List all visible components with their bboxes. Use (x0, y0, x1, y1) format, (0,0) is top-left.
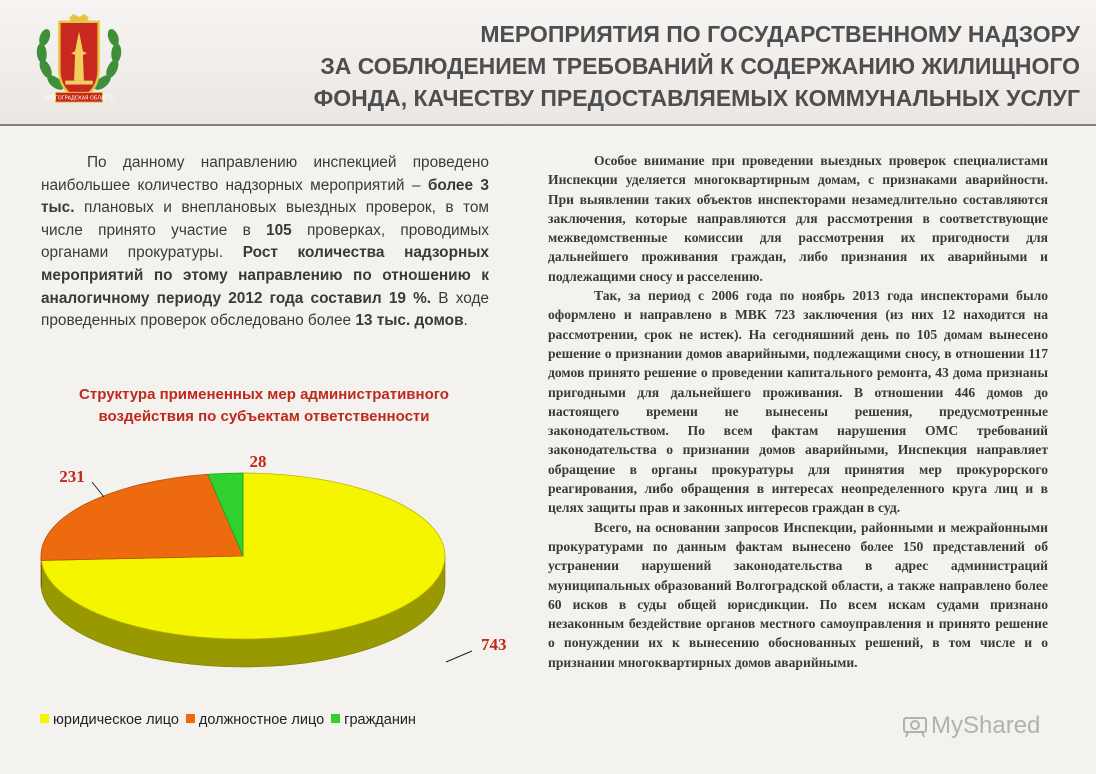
data-label-2: 28 (249, 452, 267, 471)
page-title (140, 18, 1080, 114)
chart-legend (40, 712, 520, 732)
legend-label-0: юридическое лицо (53, 712, 179, 728)
legend-item-0 (40, 712, 179, 728)
legend-label-1: должностное лицо (198, 712, 325, 728)
data-label-0: 743 (481, 635, 507, 654)
legend-item-1 (186, 712, 324, 728)
paragraph-1: Особое внимание при проведении выездных проверок специалистами Инспекции уделяется многоквартирным домам, с признаками аварийности. При выявлении таких объектов инспекторами незамедлительно составляются заключения, которые направляются для рассмотрения в соответствующие межведомственные комиссии для рассмотрения их пригодности для дальнейшего проживания граждан, либо признания их аварийными и подлежащими сносу и расселению. (548, 153, 1048, 284)
leader-line-0 (446, 651, 472, 662)
volgograd-emblem-icon (30, 12, 128, 110)
title-line-1: МЕРОПРИЯТИЯ ПО ГОСУДАРСТВЕННОМУ НАДЗОРУ (480, 21, 1080, 47)
leader-line-1 (92, 482, 104, 497)
title-line-2: ЗА СОБЛЮДЕНИЕМ ТРЕБОВАНИЙ К СОДЕРЖАНИЮ ЖИЛИЩНОГО (320, 53, 1080, 79)
projector-icon (902, 712, 928, 738)
paragraph-3: Всего, на основании запросов Инспекции, районными и межрайонными прокуратурами по данным фактам вынесено более 150 представлений об устранении нарушений законодательства в адрес администраций муниципальных образований Волгоградской области, а также направлено более 60 исков в суды общей юрисдикции. По всем искам судами признано незаконным бездействие органов местного самоуправления и принято решение о понуждении их к вынесению обоснованных решений, в том числе и о признании многоквартирных домов аварийными. (548, 519, 1048, 670)
legend-swatch-0 (40, 714, 49, 723)
pie-chart (0, 440, 540, 708)
legend-swatch-2 (331, 714, 340, 723)
pie-slice-1 (41, 474, 243, 560)
left-paragraph: По данному направлению инспекцией проведено наибольшее количество надзорных мероприятий – более 3 тыс. плановых и внеплановых выездных проверок, в том числе принято участие в 105 проверках, проводимых органами прокуратуры. Рост количества надзорных мероприятий по этому направлению по отношению к аналогичному периоду 2012 года составил 19 %. В ходе проведенных проверок обследовано более 13 тыс. домов. (41, 154, 489, 330)
svg-text:ВОЛГОГРАДСКАЯ ОБЛАСТЬ: ВОЛГОГРАДСКАЯ ОБЛАСТЬ (44, 95, 114, 102)
legend-label-2: гражданин (344, 712, 416, 728)
chart-title: Структура примененных мер административного воздействия по субъектам ответственности (79, 386, 449, 425)
header (0, 0, 1096, 126)
legend-item-2 (331, 712, 416, 728)
watermark: MyShared (902, 712, 1040, 740)
data-label-1: 231 (59, 467, 85, 486)
legend-swatch-1 (186, 714, 195, 723)
right-column (548, 151, 1048, 672)
paragraph-2: Так, за период с 2006 года по ноябрь 2013 года инспекторами было оформлено и направлено в МВК 723 заключения (из них 12 находится на рассмотрении, срок не истек). На сегодняшний день по 105 домам вынесено решение о признании домов аварийными, подлежащими сносу, в отношении 117 домов принято решение о проведении капитального ремонта, 43 дома признаны пригодными для дальнейшего проживания. В отношении 446 домов до настоящего времени не вынесены решения, предусмотренные законодательством. По всем фактам нарушения ОМС требований законодательства о признании домов аварийными, Инспекция направляет обращение в органы прокуратуры для принятия мер прокурорского реагирования, либо обращения в интересах неопределенного круга лиц и в целях защиты прав и законных интересов граждан в суд. (548, 288, 1048, 516)
title-line-3: ФОНДА, КАЧЕСТВУ ПРЕДОСТАВЛЯЕМЫХ КОММУНАЛЬНЫХ УСЛУГ (313, 85, 1080, 111)
